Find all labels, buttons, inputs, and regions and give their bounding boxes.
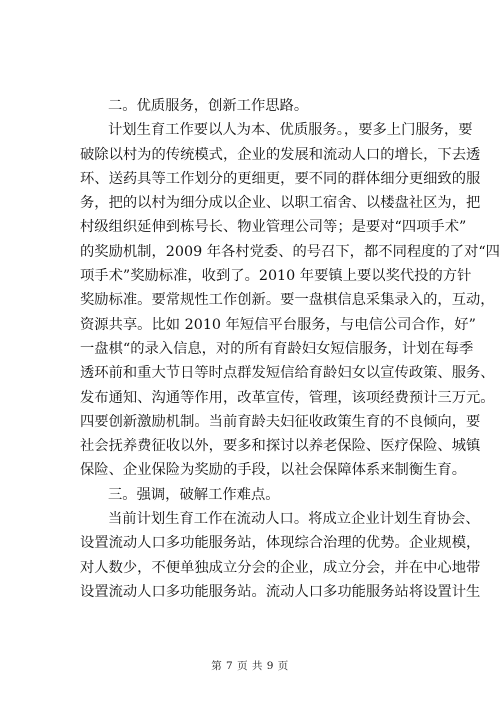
paragraph-line: 设置流动人口多功能服务站，体现综合治理的优势。企业规模， [80,535,481,552]
paragraph-line: 项手术”奖励标准，收到了。2010 年要镇上要以奖代投的方针 [80,268,472,285]
paragraph-line: 透环前和重大节日等时点群发短信给育龄妇女以宣传政策、服务、 [80,365,495,382]
paragraph-line: 设置流动人口多功能服务站。流动人口多功能服务站将设置计生 [80,583,481,600]
paragraph-line: 一盘棋“的录入信息，对的所有育龄妇女短信服务，计划在每季 [80,340,474,357]
paragraph-line: 村级组织延伸到栋号长、物业管理公司等；是要对“四项手术” [80,219,467,236]
paragraph-line: 资源共享。比如 2010 年短信平台服务，与电信公司合作，好” [80,316,476,333]
paragraph-line: 破除以村为的传统模式，企业的发展和流动人口的增长，下去透 [80,146,481,163]
paragraph-line: 当前计划生育工作在流动人口。将成立企业计划生育协会、 [108,511,480,528]
paragraph-line: 发布通知、沟通等作用，改革宣传，管理，该项经费预计三万元。 [80,389,495,406]
section-heading-2: 二。优质服务，创新工作思路。 [108,98,309,114]
paragraph-line: 四要创新激励机制。当前育龄夫妇征收政策生育的不良倾向，要 [80,413,481,430]
paragraph-line: 务，把的以村为细分成以企业、以职工宿舍、以楼盘社区为，把 [80,195,481,212]
paragraph-line: 环、送药具等工作划分的更细更，要不同的群体细分更细致的服 [80,170,481,187]
paragraph-line: 奖励标准。要常规性工作创新。要一盘棋信息采集录入的，互动， [80,292,495,309]
paragraph-line: 的奖励机制，2009 年各村党委、的号召下，都不同程度的了对“四 [80,243,500,260]
paragraph-line: 保险、企业保险为奖励的手段，以社会保障体系来制衡生育。 [80,462,467,479]
section-heading-3: 三。强调，破解工作难点。 [108,486,280,503]
paragraph-line: 对人数少，不便单独成立分会的企业，成立分会，并在中心地带 [80,559,481,576]
page-number-footer: 第 7 页 共 9 页 [211,660,289,672]
paragraph-line: 计划生育工作要以人为本、优质服务。，要多上门服务，要 [108,122,473,139]
paragraph-line: 社会抚养费征收以外，要多和探讨以养老保险、医疗保险、城镇 [80,438,481,455]
document-body [80,94,500,604]
